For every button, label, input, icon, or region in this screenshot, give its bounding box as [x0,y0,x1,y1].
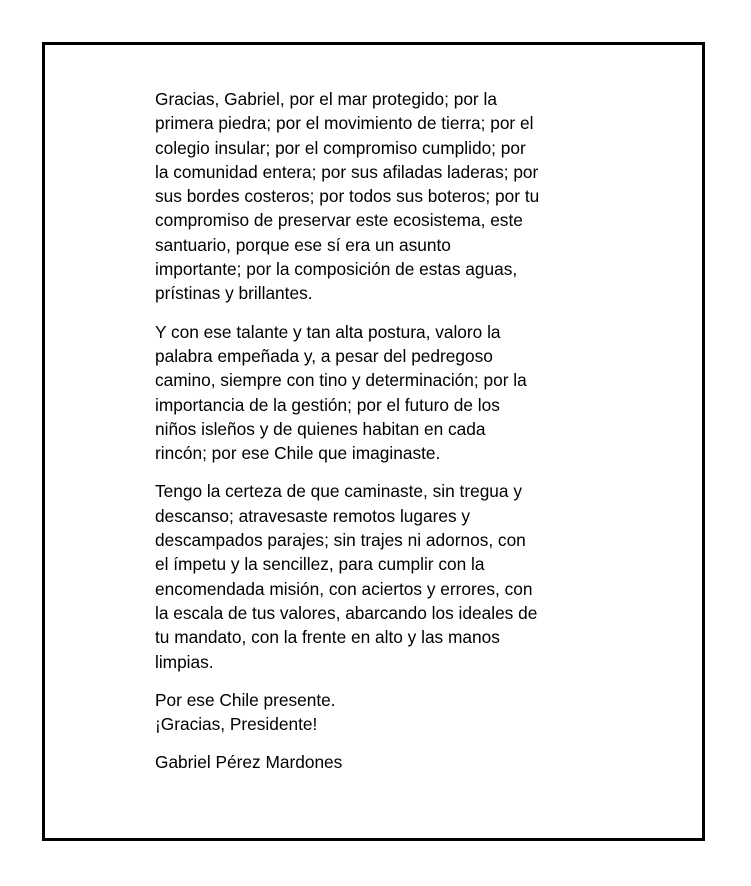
text-line: colegio insular; por el compromiso cumplido; por [155,137,526,158]
letter-body [155,87,595,775]
text-line: ¡Gracias, Presidente! [155,714,318,735]
closing-paragraph [155,688,595,737]
text-line: importante; por la composición de estas aguas, [155,259,518,280]
text-line: tu mandato, con la frente en alto y las manos [155,627,500,648]
letter-frame [42,42,705,841]
text-line: la escala de tus valores, abarcando los ideales de [155,602,538,623]
text-line: Tengo la certeza de que caminaste, sin tregua y [155,481,522,502]
author-signature: Gabriel Pérez Mardones [155,752,343,773]
text-line: primera piedra; por el movimiento de tierra; por el [155,113,534,134]
text-line: importancia de la gestión; por el futuro de los [155,394,500,415]
text-line: limpias. [155,651,214,672]
text-line: encomendada misión, con aciertos y errores, con [155,578,533,599]
text-line: compromiso de preservar este ecosistema, este [155,210,523,231]
text-line: sus bordes costeros; por todos sus boteros; por tu [155,186,540,207]
paragraph-3 [155,479,595,673]
text-line: descanso; atravesaste remotos lugares y [155,505,471,526]
text-line: rincón; por ese Chile que imaginaste. [155,443,441,464]
text-line: Por ese Chile presente. [155,689,336,710]
paragraph-1 [155,87,595,306]
text-line: Gracias, Gabriel, por el mar protegido; por la [155,89,497,109]
text-line: santuario, porque ese sí era un asunto [155,234,451,255]
text-line: Y con ese talante y tan alta postura, valoro la [155,321,501,342]
text-line: la comunidad entera; por sus afiladas laderas; por [155,161,539,182]
paragraph-2 [155,320,595,466]
text-line: niños isleños y de quienes habitan en cada [155,418,486,439]
text-line: palabra empeñada y, a pesar del pedregoso [155,345,493,366]
text-line: descampados parajes; sin trajes ni adornos, con [155,530,526,551]
text-line: el ímpetu y la sencillez, para cumplir con la [155,554,485,575]
text-line: prístinas y brillantes. [155,283,313,304]
text-line: camino, siempre con tino y determinación; por la [155,370,527,391]
